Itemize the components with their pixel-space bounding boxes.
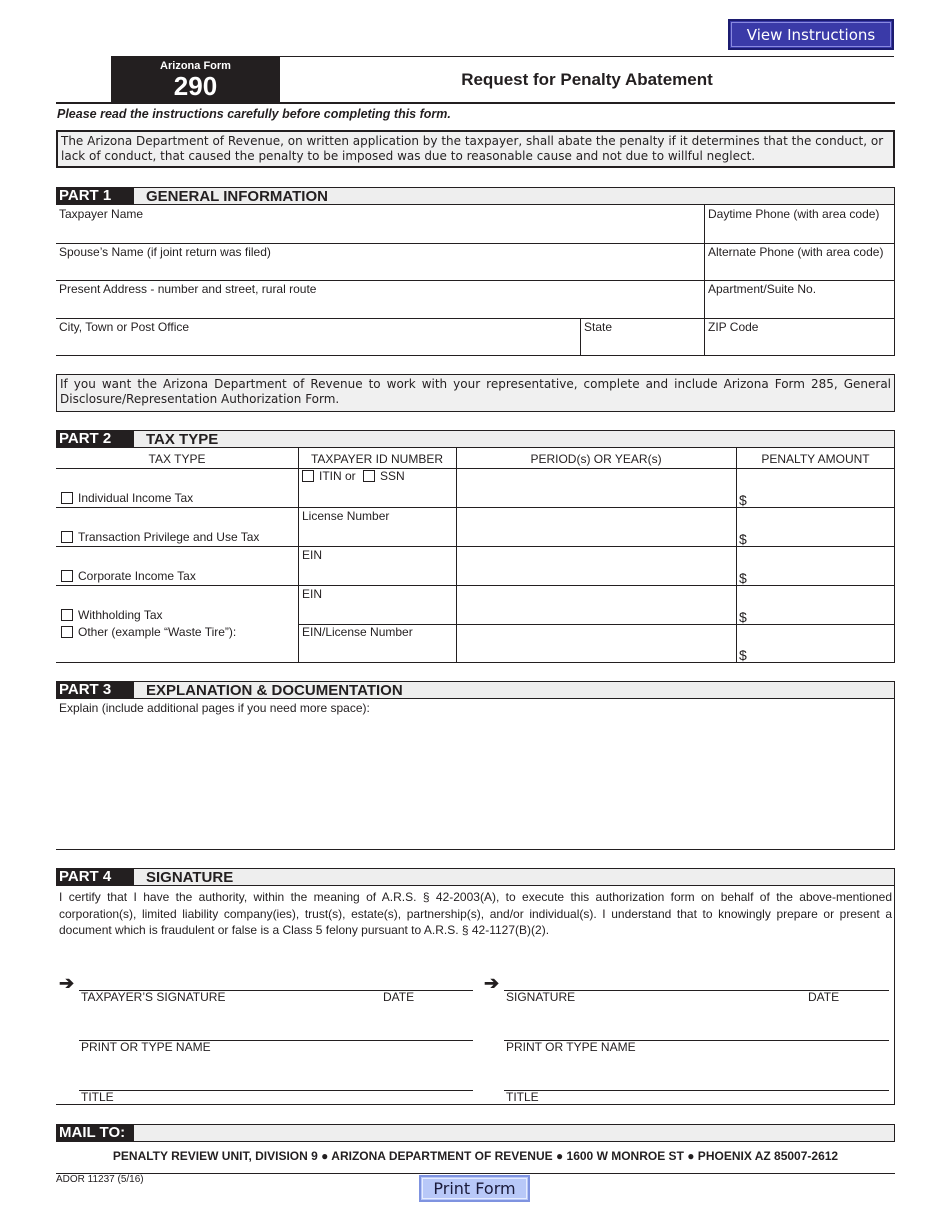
alternate-phone-label: Alternate Phone (with area code) [708, 245, 884, 259]
ein-license-label: EIN/License Number [302, 625, 413, 639]
zip-label: ZIP Code [708, 320, 759, 334]
explain-label: Explain (include additional pages if you need more space): [59, 701, 370, 715]
present-address-label: Present Address - number and street, rural route [59, 282, 317, 296]
certify-text: I certify that I have the authority, within the meaning of A.R.S. § 42-2003(A), to execute this authorization form on behalf of the above-mentioned corporation(s), limited liability company(ies), trust(s), estate(s), partnership(s), and/or individual(s). I understand that to knowingly prepare or present a document which is fraudulent or false is a Class 5 felony pursuant to A.R.S. § 42-1127(B)(2). [59, 890, 892, 937]
period-input-2[interactable] [457, 508, 736, 546]
part1-title: GENERAL INFORMATION [146, 188, 328, 205]
part3-number: PART 3 [56, 681, 134, 699]
title-label: TITLE [81, 1090, 114, 1104]
alternate-phone-field[interactable] [704, 243, 895, 281]
table-row [61, 530, 259, 544]
itin-ssn-group [302, 469, 405, 483]
date-label: DATE [383, 990, 415, 1004]
daytime-phone-field[interactable] [704, 205, 895, 244]
table-row [61, 569, 196, 583]
spouse-name-field[interactable] [56, 243, 705, 281]
signature-label: SIGNATURE [506, 990, 576, 1004]
tax-type-table [56, 448, 895, 663]
print-form-button[interactable] [419, 1175, 530, 1202]
zip-field[interactable] [704, 318, 895, 356]
table-row [61, 491, 193, 505]
state-label: State [584, 320, 613, 334]
penalty-input-4[interactable] [737, 586, 895, 624]
view-instructions-label: View Instructions [731, 22, 891, 47]
present-address-field[interactable] [56, 280, 705, 319]
col-penalty: PENALTY AMOUNT [761, 452, 870, 466]
tax-type-label: Individual Income Tax [78, 491, 194, 505]
header-bottom-rule [56, 102, 895, 104]
taxpayer-name-field[interactable] [56, 205, 705, 244]
ssn-label: SSN [380, 469, 405, 483]
individual-income-tax-checkbox[interactable] [61, 492, 73, 504]
col-periods: PERIOD(s) OR YEAR(s) [530, 452, 662, 466]
part3-title: EXPLANATION & DOCUMENTATION [146, 682, 403, 699]
penalty-input-2[interactable] [737, 508, 895, 546]
part2-header [56, 430, 895, 448]
dollar-sign: $ [739, 492, 747, 508]
title-line[interactable] [79, 1090, 473, 1091]
tax-type-label: Withholding Tax [78, 608, 163, 622]
city-label: City, Town or Post Office [59, 320, 190, 334]
explanation-field[interactable] [56, 699, 895, 850]
form-id: ADOR 11237 (5/16) [56, 1174, 144, 1185]
dollar-sign: $ [739, 647, 747, 663]
ein-label: EIN [302, 548, 323, 562]
period-input-5[interactable] [457, 625, 736, 662]
itin-label: ITIN or [319, 469, 356, 483]
representative-note: If you want the Arizona Department of Revenue to work with your representative, complete and include Arizona Form 285, General Disclosure/Representation Authorization Form. [56, 374, 895, 412]
tax-type-label: Corporate Income Tax [78, 569, 196, 583]
part2-number: PART 2 [56, 430, 134, 448]
intro-box: The Arizona Department of Revenue, on written application by the taxpayer, shall abate the penalty if it determines that the conduct, or lack of conduct, that caused the penalty to be imposed was due to reasonable cause and not due to willful neglect. [56, 130, 895, 168]
part2-title: TAX TYPE [146, 431, 219, 448]
table-col-divider [298, 448, 299, 662]
taxpayer-name-label: Taxpayer Name [59, 207, 144, 221]
print-form-label: Print Form [422, 1178, 527, 1199]
col-taxpayer-id: TAXPAYER ID NUMBER [310, 452, 444, 466]
form-title: Request for Penalty Abatement [461, 70, 713, 89]
table-row [61, 608, 163, 622]
tax-type-label: Transaction Privilege and Use Tax [78, 530, 260, 544]
penalty-input-3[interactable] [737, 547, 895, 585]
ssn-checkbox[interactable] [363, 470, 375, 482]
view-instructions-button[interactable] [728, 19, 894, 50]
ein-label: EIN [302, 587, 323, 601]
date-label: DATE [808, 990, 840, 1004]
state-field[interactable] [580, 318, 705, 356]
apartment-label: Apartment/Suite No. [708, 282, 817, 296]
transaction-privilege-checkbox[interactable] [61, 531, 73, 543]
taxpayer-signature-label: TAXPAYER’S SIGNATURE [81, 990, 226, 1004]
part4-title: SIGNATURE [146, 869, 234, 886]
daytime-phone-label: Daytime Phone (with area code) [708, 207, 880, 221]
print-name-label: PRINT OR TYPE NAME [506, 1040, 636, 1054]
mail-address: PENALTY REVIEW UNIT, DIVISION 9 ● ARIZONA DEPARTMENT OF REVENUE ● 1600 W MONROE ST ● PHOENIX AZ 85007-2612 [112, 1149, 839, 1163]
itin-checkbox[interactable] [302, 470, 314, 482]
mail-to-header [56, 1124, 895, 1142]
period-input-3[interactable] [457, 547, 736, 585]
dollar-sign: $ [739, 531, 747, 547]
city-field[interactable] [56, 318, 581, 356]
signature-section [56, 886, 895, 1105]
form-number: 290 [173, 71, 218, 101]
instruction-note: Please read the instructions carefully before completing this form. [57, 107, 451, 121]
part4-number: PART 4 [56, 868, 134, 886]
period-input-1[interactable] [457, 469, 736, 507]
license-number-label: License Number [302, 509, 390, 523]
other-tax-checkbox[interactable] [61, 626, 73, 638]
form-number-box [111, 56, 280, 102]
mail-to-label: MAIL TO: [56, 1124, 134, 1142]
period-input-4[interactable] [457, 586, 736, 624]
part1-header [56, 187, 895, 205]
spouse-name-label: Spouse’s Name (if joint return was filed) [59, 245, 271, 259]
part4-header [56, 868, 895, 886]
corporate-income-tax-checkbox[interactable] [61, 570, 73, 582]
part1-number: PART 1 [56, 187, 134, 205]
withholding-tax-checkbox[interactable] [61, 609, 73, 621]
dollar-sign: $ [739, 609, 747, 625]
arrow-icon: ➔ [59, 973, 75, 993]
apartment-field[interactable] [704, 280, 895, 319]
part3-header [56, 681, 895, 699]
title-label: TITLE [506, 1090, 539, 1104]
print-name-label: PRINT OR TYPE NAME [81, 1040, 211, 1054]
arrow-icon: ➔ [484, 973, 500, 993]
col-tax-type: TAX TYPE [148, 452, 206, 466]
title-line[interactable] [504, 1090, 889, 1091]
table-row [61, 625, 236, 639]
footer-rule [56, 1173, 895, 1174]
form-label: Arizona Form [160, 60, 231, 72]
penalty-input-1[interactable] [737, 469, 895, 507]
tax-type-label: Other (example “Waste Tire”): [78, 625, 237, 639]
penalty-input-5[interactable] [737, 625, 895, 662]
dollar-sign: $ [739, 570, 747, 586]
